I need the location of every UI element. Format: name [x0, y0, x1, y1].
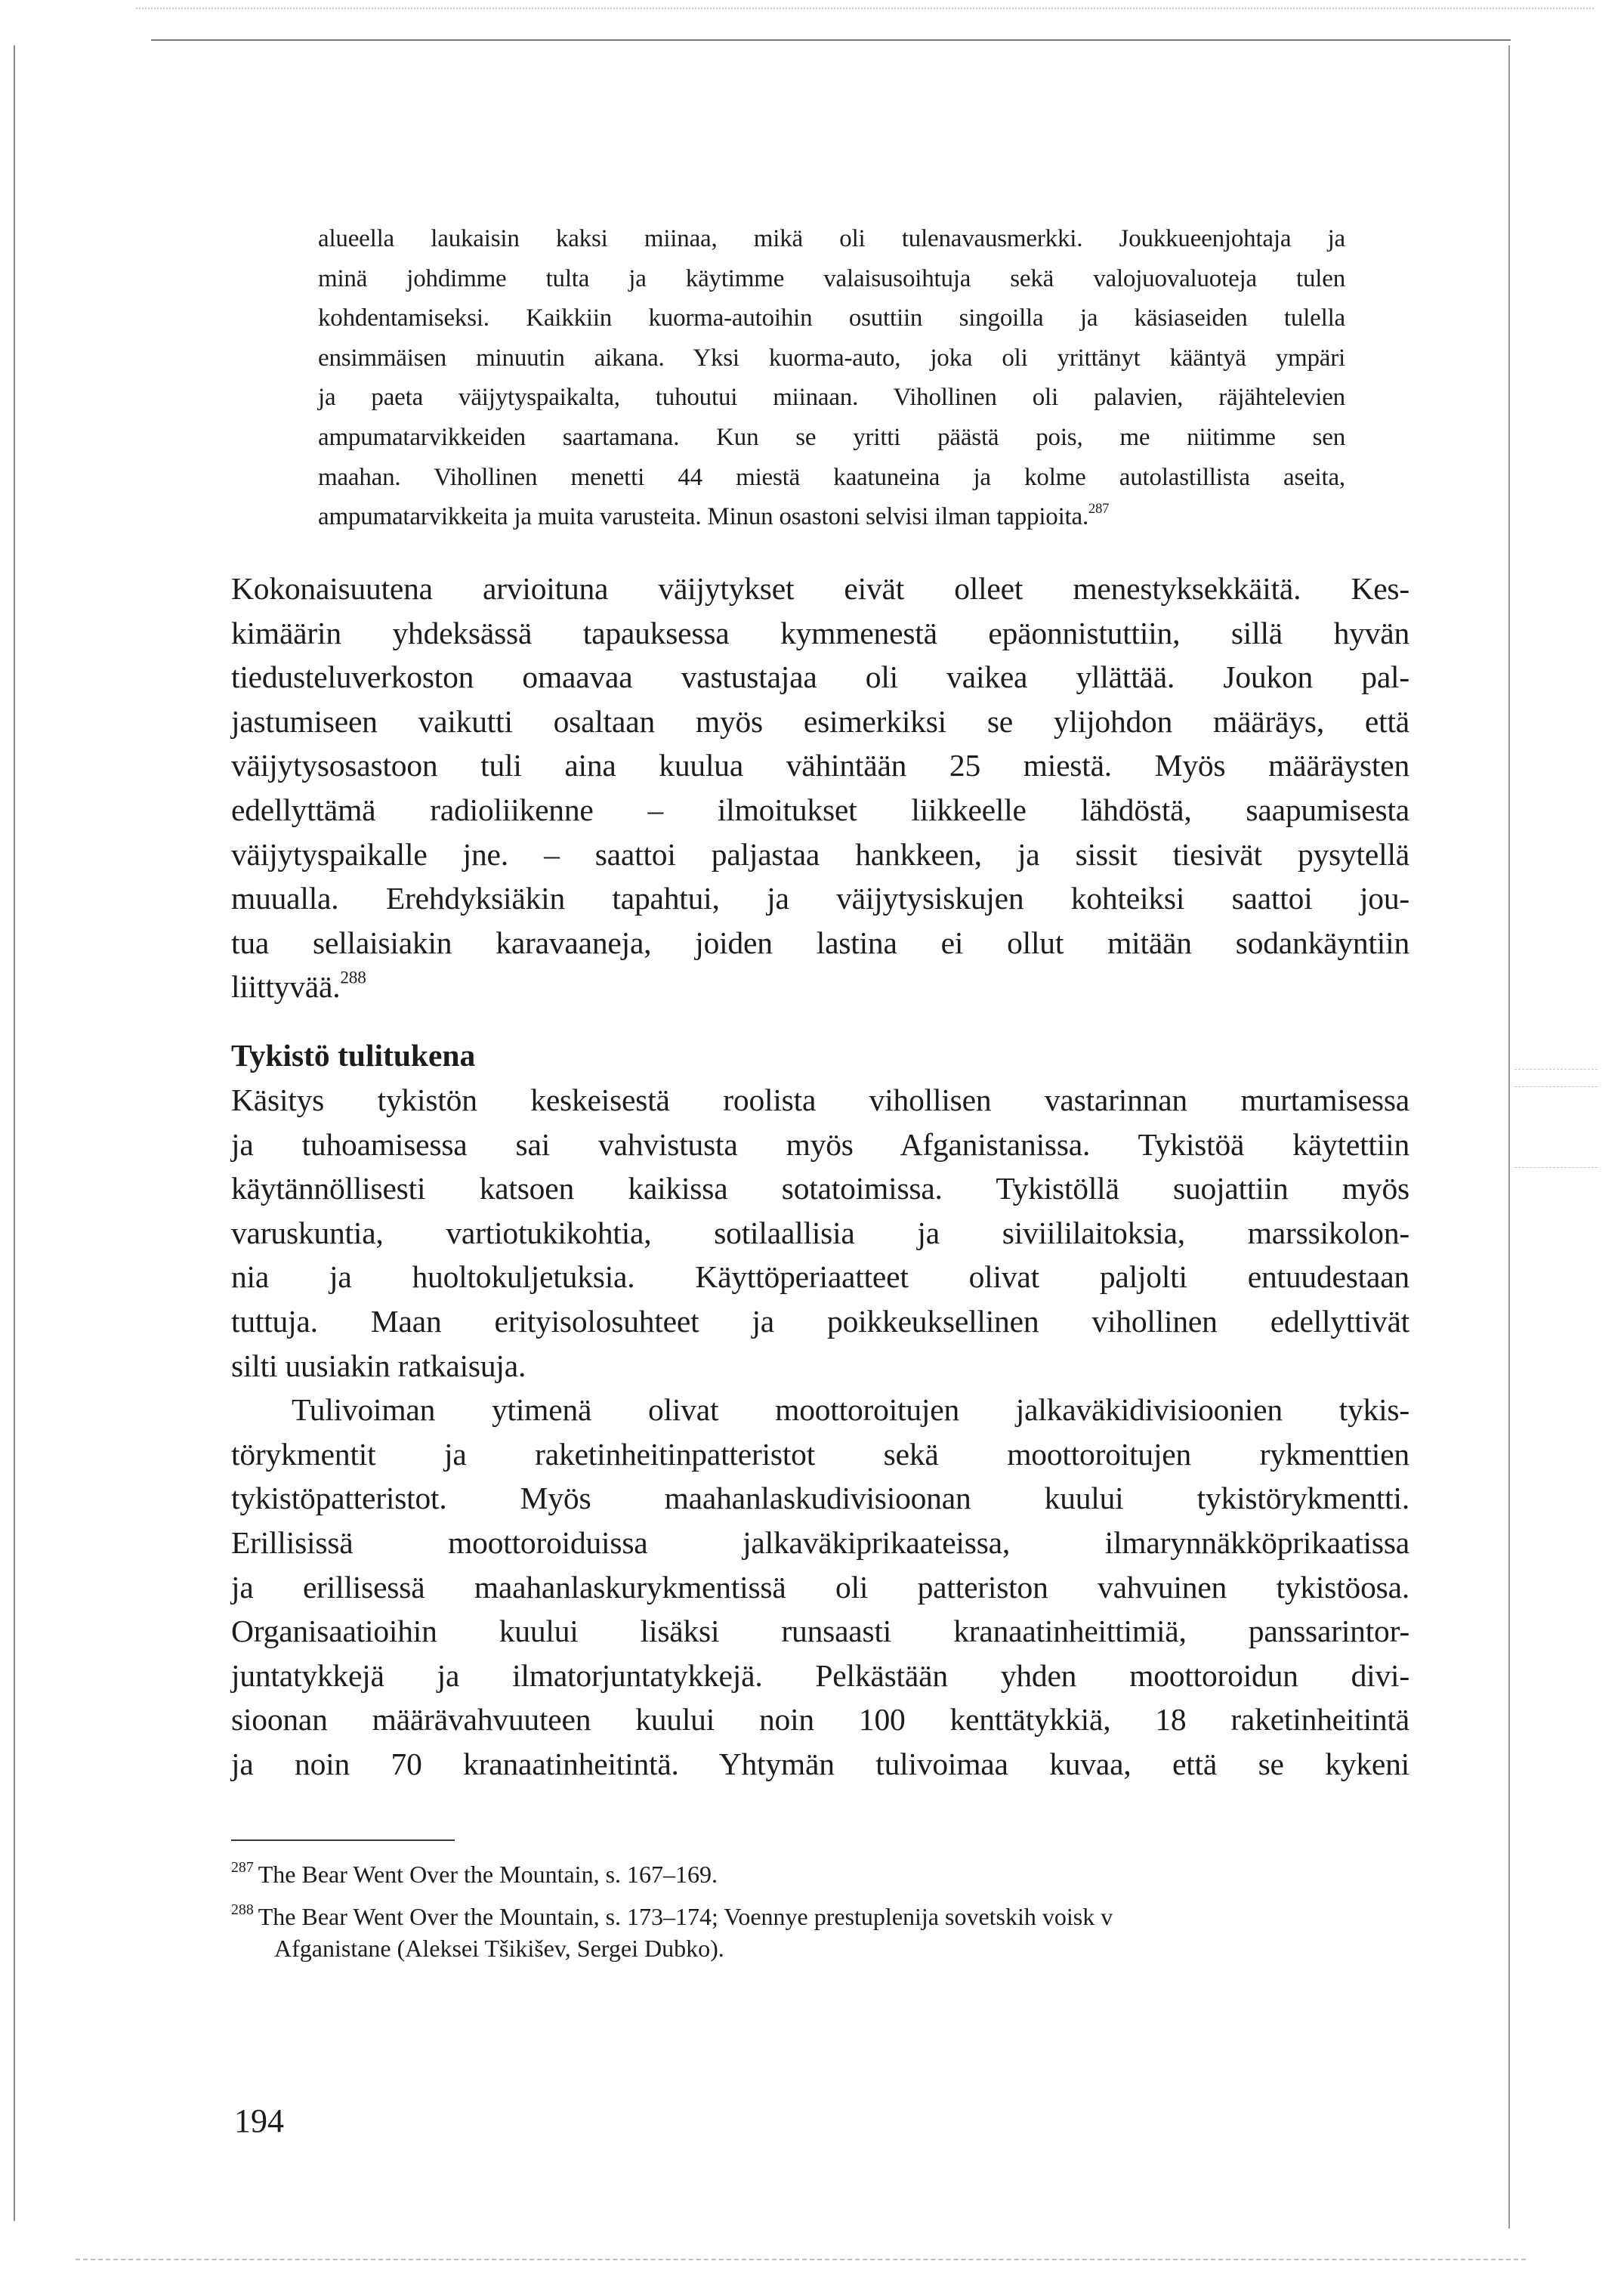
footnote-number: 287 — [231, 1859, 254, 1876]
paragraph-line: Organisaatioihin kuului lisäksi runsaasti kranaatinheittimiä, panssarintor- — [231, 1614, 1409, 1649]
footnote-text: The Bear Went Over the Mountain, s. 173–174; Voennye prestuplenija sovetskih voisk v — [258, 1903, 1113, 1930]
paragraph-line: tuttuja. Maan erityisolosuhteet ja poikkeuksellinen vihollinen edellyttivät — [231, 1303, 1409, 1339]
paragraph-line: nia ja huoltokuljetuksia. Käyttöperiaatteet olivat paljolti entuudestaan — [231, 1259, 1409, 1295]
paragraph-line: ja erillisessä maahanlaskurykmentissä oli patteriston vahvuinen tykistöosa. — [231, 1569, 1409, 1605]
scan-margin-mark — [1514, 1086, 1598, 1087]
scan-margin-mark — [1514, 1167, 1598, 1168]
paragraph-line: ja tuhoamisessa sai vahvistusta myös Afganistanissa. Tykistöä käytettiin — [231, 1126, 1409, 1162]
paragraph-line: kimäärin yhdeksässä tapauksessa kymmenestä epäonnistuttiin, sillä hyvän — [231, 615, 1409, 650]
quote-line: kohdentamiseksi. Kaikkiin kuorma-autoihin osuttiin singoilla ja käsiaseiden tulella — [318, 304, 1345, 332]
paragraph-line: Tulivoiman ytimenä olivat moottoroitujen jalkaväkidivisioonien tykis- — [292, 1392, 1409, 1428]
paragraph-line: Kokonaisuutena arvioituna väijytykset eivät olleet menestyksekkäitä. Kes- — [231, 571, 1409, 606]
paragraph-line: sioonan määrävahvuuteen kuului noin 100 kenttätykkiä, 18 raketinheitintä — [231, 1702, 1409, 1737]
quote-line — [318, 497, 1345, 537]
block-quote — [318, 219, 1345, 537]
paragraph-line: muualla. Erehdyksiäkin tapahtui, ja väijytysiskujen kohteiksi saattoi jou- — [231, 881, 1409, 916]
paragraph-line: tiedusteluverkoston omaavaa vastustajaa oli vaikea yllättää. Joukon pal- — [231, 659, 1409, 695]
quote-line: ja paeta väijytyspaikalta, tuhoutui miinaan. Vihollinen oli palavien, räjähtelevien — [318, 384, 1345, 412]
paragraph-line: törykmentit ja raketinheitinpatteristot sekä moottoroitujen rykmenttien — [231, 1436, 1409, 1472]
paragraph-line: ja noin 70 kranaatinheitintä. Yhtymän tulivoimaa kuvaa, että se kykeni — [231, 1746, 1409, 1781]
footnote-text: The Bear Went Over the Mountain, s. 167–169. — [258, 1861, 718, 1888]
scan-top-edge — [136, 8, 1594, 9]
footnote-line: Afganistane (Aleksei Tšikišev, Sergei Dubko). — [274, 1935, 724, 1962]
paragraph-group — [231, 1078, 1409, 1787]
footnote-ref: 288 — [340, 968, 366, 988]
paragraph-line: juntatykkejä ja ilmatorjuntatykkejä. Pelkästään yhden moottoroidun divi- — [231, 1657, 1409, 1693]
page-number: 194 — [234, 2102, 284, 2139]
section-heading: Tykistö tulitukena — [231, 1038, 476, 1073]
footnote — [231, 1858, 1409, 1890]
paragraph-line: tykistöpatteristot. Myös maahanlaskudivisioonan kuului tykistörykmentti. — [231, 1481, 1409, 1516]
paragraph-line — [231, 965, 1409, 1009]
footnote-line — [231, 1858, 1409, 1890]
paragraph-line: väijytyspaikalle jne. – saattoi paljastaa hankkeen, ja sissit tiesivät pysytellä — [231, 836, 1409, 872]
paragraph — [231, 567, 1409, 1009]
quote-line: alueella laukaisin kaksi miinaa, mikä oli tulenavausmerkki. Joukkueenjohtaja ja — [318, 225, 1345, 252]
quote-line-text: ampumatarvikkeita ja muita varusteita. Minun osastoni selvisi ilman tappioita. — [318, 503, 1089, 531]
footnote-number: 288 — [231, 1901, 254, 1919]
quote-line: maahan. Vihollinen menetti 44 miestä kaatuneina ja kolme autolastillista aseita, — [318, 463, 1345, 491]
scan-bottom-edge — [76, 2259, 1526, 2260]
scan-left-edge — [14, 45, 15, 2221]
paragraph-line: silti uusiakin ratkaisuja. — [231, 1348, 526, 1383]
quote-line: ampumatarvikkeiden saartamana. Kun se yritti päästä pois, me niitimme sen — [318, 423, 1345, 451]
paragraph-line: varuskuntia, vartiotukikohtia, sotilaallisia ja siviililaitoksia, marssikolon- — [231, 1215, 1409, 1250]
footnote-line — [231, 1901, 1409, 1932]
footnote — [231, 1901, 1409, 1964]
scan-header-rule — [151, 39, 1511, 41]
paragraph-line: tua sellaisiakin karavaaneja, joiden lastina ei ollut mitään sodankäyntiin — [231, 925, 1409, 960]
paragraph-line: väijytysosastoon tuli aina kuulua vähintään 25 miestä. Myös määräysten — [231, 748, 1409, 783]
scan-margin-mark — [1514, 1069, 1598, 1070]
scan-right-edge — [1508, 45, 1510, 2229]
paragraph-line: Käsitys tykistön keskeisestä roolista vihollisen vastarinnan murtamisessa — [231, 1083, 1409, 1117]
paragraph-line: edellyttämä radioliikenne – ilmoitukset liikkeelle lähdöstä, saapumisesta — [231, 792, 1409, 827]
footnote-separator — [231, 1839, 455, 1841]
paragraph-line-text: liittyvää. — [231, 969, 341, 1005]
footnotes — [231, 1858, 1409, 1975]
footnote-ref: 287 — [1088, 501, 1110, 517]
quote-line: ensimmäisen minuutin aikana. Yksi kuorma-auto, joka oli yrittänyt kääntyä ympäri — [318, 344, 1345, 372]
paragraph-line: käytännöllisesti katsoen kaikissa sotatoimissa. Tykistöllä suojattiin myös — [231, 1171, 1409, 1206]
paragraph-line: Erillisissä moottoroiduissa jalkaväkiprikaateissa, ilmarynnäkköprikaatissa — [231, 1524, 1409, 1560]
quote-line: minä johdimme tulta ja käytimme valaisusoihtuja sekä valojuovaluoteja tulen — [318, 264, 1345, 292]
paragraph-line: jastumiseen vaikutti osaltaan myös esimerkiksi se ylijohdon määräys, että — [231, 703, 1409, 739]
